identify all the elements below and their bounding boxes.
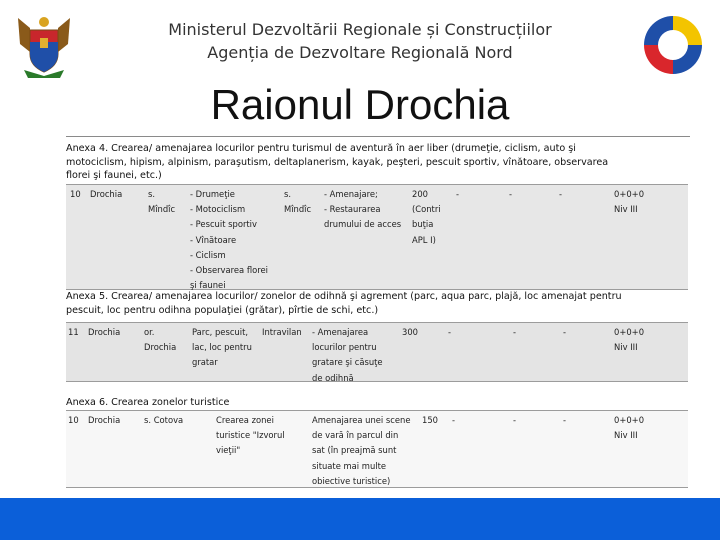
empty-cell-3: -: [559, 189, 563, 199]
raion-cell: Drochia: [88, 327, 121, 337]
action-line: drumului de acces: [324, 219, 402, 230]
objective-line: - Observarea florei: [190, 265, 268, 276]
empty-cell-2: -: [513, 415, 517, 425]
action-line: de odihnă: [312, 372, 354, 383]
locality2-cell: [284, 187, 311, 217]
action-line: Amenajarea unei scene: [312, 415, 411, 425]
objective-line: - Vînătoare: [190, 234, 237, 245]
annex5-heading-line: Anexa 5. Crearea/ amenajarea locurilor/ zonelor de odihnă şi agrement (parc, aqua parc, plajă, loc amenajat pentru: [66, 291, 622, 302]
agency-name: Agenția de Dezvoltare Regională Nord: [207, 43, 513, 62]
objective-line: - Ciclism: [190, 249, 226, 260]
annex4-table-row: [66, 184, 688, 290]
actions-cell: [324, 187, 401, 233]
locality-cell: s. Cotova: [144, 415, 184, 425]
rating-line: Niv III: [614, 430, 638, 441]
empty-cell-3: -: [563, 415, 567, 425]
title-divider: [66, 136, 690, 137]
row-number: 10: [70, 189, 81, 199]
cost-cell: [412, 187, 441, 248]
locality-cell: [144, 325, 176, 355]
action-line: situate mai multe: [312, 460, 387, 471]
action-line: - Amenajarea: [312, 327, 369, 337]
annex4-heading-line: motociclism, hipism, alpinism, paraşutism, deltaplanerism, kayak, peşteri, pescuit sportiv, vînătoare, observarea: [66, 156, 609, 168]
footer-bar: [0, 498, 720, 540]
cost-line: 200: [412, 189, 428, 199]
object-line: turistice "Izvorul: [216, 430, 285, 441]
objectives-cell: [190, 187, 268, 293]
rating-cell: [614, 187, 644, 217]
annex4-heading-line: Anexa 4. Crearea/ amenajarea locurilor pentru turismul de aventură în aer liber (drumeţie, ciclism, auto şi: [66, 143, 576, 154]
rating-cell: [614, 325, 644, 355]
object-line: Crearea zonei: [216, 415, 274, 425]
adr-nord-logo-icon: [640, 12, 706, 78]
empty-cell-3: -: [563, 327, 567, 337]
rating-line: 0+0+0: [614, 189, 645, 199]
type-cell: Intravilan: [262, 327, 302, 337]
locality-line: or.: [144, 327, 155, 337]
raion-cell: Drochia: [90, 189, 123, 199]
object-cell: [216, 413, 285, 459]
object-line: Parc, pescuit,: [192, 327, 249, 337]
cost-line: APL I): [412, 234, 436, 245]
object-cell: [192, 325, 252, 371]
object-line: vieţii": [216, 445, 241, 456]
row-number: 11: [68, 327, 79, 337]
objective-line: - Drumeţie: [190, 189, 235, 199]
rating-line: 0+0+0: [614, 415, 645, 425]
locality2-line: Mîndîc: [284, 204, 312, 215]
empty-cell-1: -: [448, 327, 452, 337]
rating-line: Niv III: [614, 342, 638, 353]
objective-line: - Pescuit sportiv: [190, 219, 257, 230]
annex6-heading: [66, 396, 688, 410]
action-line: - Restaurarea: [324, 204, 381, 215]
empty-cell-1: -: [456, 189, 460, 199]
rating-line: Niv III: [614, 204, 638, 215]
action-line: de vară în parcul din: [312, 430, 399, 441]
action-line: gratare şi căsuţe: [312, 357, 383, 368]
action-line: obiective turistice): [312, 475, 391, 486]
locality-cell: [148, 187, 175, 217]
objective-line: şi faunei: [190, 280, 226, 291]
empty-cell-2: -: [513, 327, 517, 337]
cost-cell: 300: [402, 327, 418, 337]
annex4-heading-line: florei şi faunei, etc.): [66, 170, 162, 181]
locality-line: Mîndîc: [148, 204, 176, 215]
empty-cell-1: -: [452, 415, 456, 425]
actions-cell: [312, 413, 410, 489]
locality2-line: s.: [284, 189, 292, 199]
empty-cell-2: -: [509, 189, 513, 199]
raion-cell: Drochia: [88, 415, 121, 425]
locality-line: Drochia: [144, 342, 177, 353]
actions-cell: [312, 325, 383, 386]
rating-cell: [614, 413, 644, 443]
annex6-table-row: [66, 410, 688, 488]
action-line: locurilor pentru: [312, 342, 377, 353]
annex4-heading: [66, 142, 688, 183]
annex5-table-row: [66, 322, 688, 382]
cost-line: buţia: [412, 219, 434, 230]
row-number: 10: [68, 415, 79, 425]
page-title: Raionul Drochia: [210, 81, 510, 128]
object-line: gratar: [192, 357, 218, 368]
annex5-heading-line: pescuit, loc pentru odihna populaţiei (grătar), pîrtie de schi, etc.): [66, 304, 379, 316]
rating-line: 0+0+0: [614, 327, 645, 337]
action-line: - Amenajare;: [324, 189, 378, 199]
annex6-heading-line: Anexa 6. Crearea zonelor turistice: [66, 397, 230, 408]
annex5-heading: [66, 290, 688, 317]
action-line: sat (în preajmă sunt: [312, 445, 397, 456]
ministry-name: Ministerul Dezvoltării Regionale și Construcțiilor: [168, 20, 552, 39]
cost-cell: 150: [422, 415, 438, 425]
cost-line: (Contri: [412, 204, 441, 215]
objective-line: - Motociclism: [190, 204, 246, 215]
object-line: lac, loc pentru: [192, 342, 252, 353]
locality-line: s.: [148, 189, 156, 199]
